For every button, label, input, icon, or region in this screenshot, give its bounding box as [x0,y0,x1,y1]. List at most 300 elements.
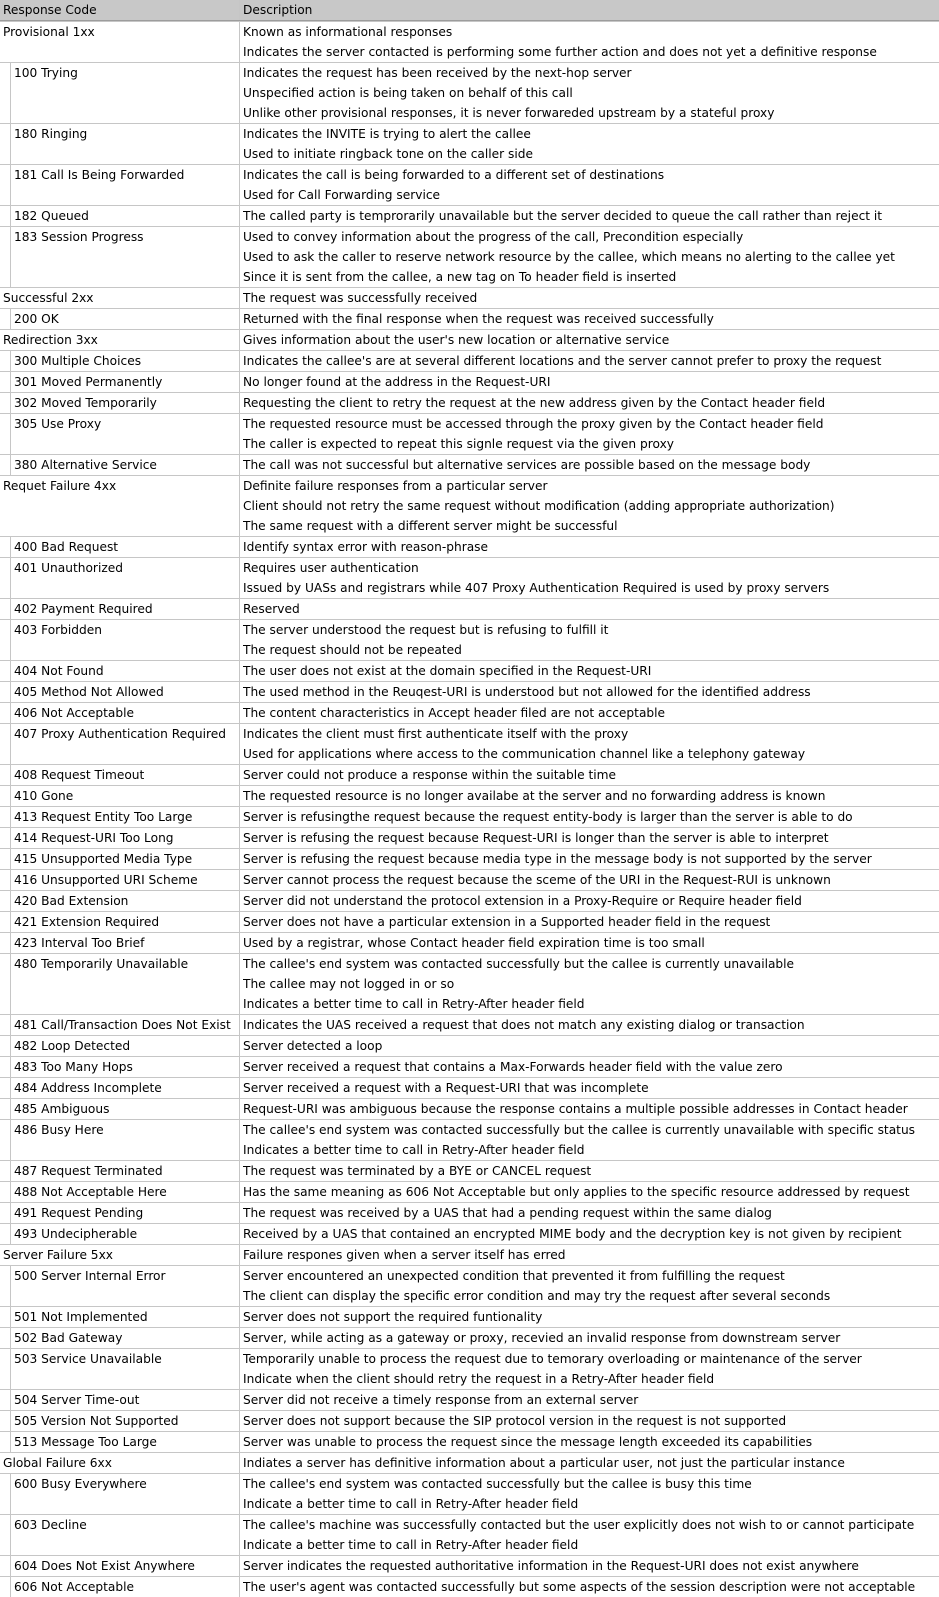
response-code-text: 513 Message Too Large [14,1435,157,1449]
description-line: The same request with a different server might be successful [243,519,618,533]
response-code-cell [0,351,240,371]
response-code-cell [0,1161,240,1181]
table-row [0,1410,939,1431]
description-line: Indicates the request has been received by the next-hop server [243,66,632,80]
response-code-cell [0,703,240,723]
response-code-cell [0,807,240,827]
header-description: Description [243,3,313,17]
description-cell [240,1099,939,1119]
description-cell [240,455,939,475]
response-code-text: Server Failure 5xx [3,1248,113,1262]
description-cell [240,1224,939,1244]
table-row [0,226,939,287]
description-cell [240,1036,939,1056]
table-row [0,1576,939,1597]
description-cell [240,1203,939,1223]
description-line: The requested resource is no longer availabe at the server and no forwarding address is known [243,789,826,803]
description-line: The callee's machine was successfully contacted but the user explicitly does not wish to or cannot participate [243,1518,915,1532]
response-code-text: 600 Busy Everywhere [14,1477,147,1491]
description-cell [240,372,939,392]
description-cell [240,954,939,1014]
description-cell [240,599,939,619]
description-line: Server could not produce a response within the suitable time [243,768,617,782]
response-code-text: 302 Moved Temporarily [14,396,157,410]
description-line: Server does not have a particular extension in a Supported header field in the request [243,915,771,929]
response-code-text: Global Failure 6xx [3,1456,112,1470]
description-line: The callee's end system was contacted successfully but the callee is currently unavailable with specific status [243,1123,916,1137]
table-row [0,953,939,1014]
description-cell [240,703,939,723]
description-line: Gives information about the user's new location or alternative service [243,333,670,347]
response-code-cell [0,828,240,848]
description-line: Since it is sent from the callee, a new tag on To header field is inserted [243,270,677,284]
description-line: Server detected a loop [243,1039,383,1053]
response-code-cell [0,1577,240,1597]
category-row [0,287,939,308]
description-cell [240,1577,939,1597]
response-code-text: 180 Ringing [14,127,88,141]
response-code-text: 491 Request Pending [14,1206,144,1220]
category-row [0,1244,939,1265]
description-cell [240,933,939,953]
table-row [0,660,939,681]
response-code-text: 182 Queued [14,209,89,223]
response-code-text: 420 Bad Extension [14,894,129,908]
response-code-cell [0,1307,240,1327]
table-row [0,806,939,827]
category-row [0,1452,939,1473]
description-line: The requested resource must be accessed through the proxy given by the Contact header field [243,417,824,431]
response-code-text: 606 Not Acceptable [14,1580,134,1594]
table-row [0,1160,939,1181]
response-code-cell [0,1474,240,1514]
response-code-cell [0,206,240,226]
response-code-cell [0,1099,240,1119]
response-code-cell [0,372,240,392]
response-code-cell [0,393,240,413]
response-code-text: 404 Not Found [14,664,104,678]
table-row [0,1181,939,1202]
table-row [0,62,939,123]
description-line: Indicate a better time to call in Retry-After header field [243,1538,579,1552]
description-line: The request should not be repeated [243,643,462,657]
description-cell [240,124,939,164]
description-line: The request was terminated by a BYE or CANCEL request [243,1164,592,1178]
response-code-text: 406 Not Acceptable [14,706,134,720]
description-line: Indiates a server has definitive information about a particular user, not just the particular instance [243,1456,845,1470]
response-code-text: 300 Multiple Choices [14,354,142,368]
description-line: Reserved [243,602,300,616]
table-row [0,1098,939,1119]
table-row [0,827,939,848]
table-row [0,1327,939,1348]
table-row [0,785,939,806]
response-code-text: 503 Service Unavailable [14,1352,162,1366]
response-code-cell [0,870,240,890]
table-row [0,911,939,932]
table-row [0,1223,939,1244]
table-row [0,454,939,475]
response-code-text: 483 Too Many Hops [14,1060,133,1074]
response-code-text: 486 Busy Here [14,1123,104,1137]
description-cell [240,1182,939,1202]
response-code-text: 500 Server Internal Error [14,1269,166,1283]
description-cell [240,63,939,123]
response-code-cell [0,1411,240,1431]
category-label [0,330,240,350]
description-line: Server is refusing the request because media type in the message body is not supported by the server [243,852,872,866]
description-cell [240,288,939,308]
table-row [0,1202,939,1223]
response-code-cell [0,455,240,475]
table-row [0,890,939,911]
response-code-cell [0,849,240,869]
table-row [0,1056,939,1077]
description-line: Known as informational responses [243,25,453,39]
response-code-text: 414 Request-URI Too Long [14,831,174,845]
description-line: Indicates a better time to call in Retry-After header field [243,1143,585,1157]
table-row [0,869,939,890]
description-line: Server indicates the requested authoritative information in the Request-URI does not exist anywhere [243,1559,859,1573]
response-code-text: 403 Forbidden [14,623,102,637]
response-code-text: Requet Failure 4xx [3,479,117,493]
description-line: Server received a request with a Request-URI that was incomplete [243,1081,649,1095]
response-code-text: 402 Payment Required [14,602,153,616]
table-row [0,371,939,392]
response-code-text: 183 Session Progress [14,230,144,244]
description-line: Temporarily unable to process the request due to temorary overloading or maintenance of the server [243,1352,862,1366]
description-cell [240,165,939,205]
response-code-text: 405 Method Not Allowed [14,685,164,699]
description-line: The content characteristics in Accept header filed are not acceptable [243,706,666,720]
description-cell [240,724,939,764]
response-code-text: 505 Version Not Supported [14,1414,179,1428]
table-header [0,0,939,21]
table-row [0,1306,939,1327]
response-code-text: 604 Does Not Exist Anywhere [14,1559,195,1573]
description-cell [240,1474,939,1514]
description-cell [240,1307,939,1327]
response-code-cell [0,1182,240,1202]
description-cell [240,765,939,785]
response-code-cell [0,1078,240,1098]
description-cell [240,1245,939,1265]
description-cell [240,1266,939,1306]
response-code-cell [0,537,240,557]
response-code-cell [0,765,240,785]
description-line: The client can display the specific error condition and may try the request after several seconds [243,1289,831,1303]
table-row [0,598,939,619]
description-line: Server does not support because the SIP protocol version in the request is not supported [243,1414,787,1428]
response-code-text: 401 Unauthorized [14,561,123,575]
response-code-cell [0,558,240,598]
description-line: The call was not successful but alternative services are possible based on the message body [243,458,811,472]
response-code-text: 380 Alternative Service [14,458,157,472]
description-line: Indicate when the client should retry the request in a Retry-After header field [243,1372,715,1386]
description-line: No longer found at the address in the Request-URI [243,375,551,389]
table-body [0,21,939,1597]
response-code-cell [0,1266,240,1306]
description-line: Definite failure responses from a particular server [243,479,548,493]
response-code-text: 407 Proxy Authentication Required [14,727,226,741]
description-cell [240,1349,939,1389]
description-line: Used for Call Forwarding service [243,188,441,202]
description-cell [240,1390,939,1410]
description-cell [240,393,939,413]
description-line: Indicates the server contacted is performing some further action and does not yet a definitive response [243,45,877,59]
description-line: The used method in the Reuqest-URI is understood but not allowed for the identified address [243,685,811,699]
description-line: The request was received by a UAS that had a pending request within the same dialog [243,1206,772,1220]
description-cell [240,1432,939,1452]
description-cell [240,1411,939,1431]
response-code-text: 400 Bad Request [14,540,119,554]
response-code-cell [0,1556,240,1576]
response-code-cell [0,891,240,911]
response-code-cell [0,1432,240,1452]
response-code-text: 408 Request Timeout [14,768,145,782]
description-line: The user's agent was contacted successfully but some aspects of the session description were not acceptable [243,1580,916,1594]
description-line: Unlike other provisional responses, it is never forwareded upstream by a stateful proxy [243,106,775,120]
response-code-cell [0,165,240,205]
description-line: The callee's end system was contacted successfully but the callee is busy this time [243,1477,752,1491]
category-row [0,329,939,350]
table-row [0,681,939,702]
response-code-cell [0,1120,240,1160]
table-row [0,1014,939,1035]
response-code-text: 301 Moved Permanently [14,375,163,389]
table-row [0,1119,939,1160]
table-row [0,1555,939,1576]
category-label [0,1245,240,1265]
response-code-cell [0,414,240,454]
response-code-cell [0,1057,240,1077]
table-row [0,350,939,371]
description-cell [240,537,939,557]
description-cell [240,1015,939,1035]
description-line: The called party is temprorarily unavailable but the server decided to queue the call rather than reject it [243,209,883,223]
response-code-text: 485 Ambiguous [14,1102,110,1116]
response-code-text: 501 Not Implemented [14,1310,148,1324]
table-row [0,413,939,454]
description-line: Indicates the call is being forwarded to a different set of destinations [243,168,665,182]
description-line: Used by a registrar, whose Contact header field expiration time is too small [243,936,705,950]
table-row [0,123,939,164]
response-code-text: 200 OK [14,312,59,326]
description-line: Server is refusingthe request because the request entity-body is larger than the server is able to do [243,810,853,824]
category-label [0,22,240,62]
description-line: Request-URI was ambiguous because the response contains a multiple possible addresses in Contact header [243,1102,908,1116]
category-label [0,476,240,536]
description-line: Identify syntax error with reason-phrase [243,540,489,554]
response-code-cell [0,724,240,764]
description-line: Failure respones given when a server itself has erred [243,1248,566,1262]
description-cell [240,309,939,329]
description-line: Indicates a better time to call in Retry-After header field [243,997,585,1011]
description-line: The request was successfully received [243,291,478,305]
description-cell [240,476,939,536]
response-code-cell [0,1390,240,1410]
description-cell [240,330,939,350]
response-code-text: 488 Not Acceptable Here [14,1185,167,1199]
description-line: Returned with the final response when the request was received successfully [243,312,714,326]
response-code-text: 410 Gone [14,789,74,803]
table-row [0,1265,939,1306]
description-cell [240,1120,939,1160]
table-row [0,557,939,598]
description-line: The caller is expected to repeat this signle request via the given proxy [243,437,675,451]
response-code-cell [0,309,240,329]
description-line: Indicates the UAS received a request that does not match any existing dialog or transaction [243,1018,805,1032]
table-row [0,536,939,557]
description-line: Requires user authentication [243,561,419,575]
description-line: Used to convey information about the progress of the call, Precondition especially [243,230,744,244]
description-cell [240,891,939,911]
description-cell [240,828,939,848]
description-line: Unspecified action is being taken on behalf of this call [243,86,573,100]
description-line: Used to ask the caller to reserve network resource by the callee, which means no alerting to the callee yet [243,250,895,264]
description-cell [240,227,939,287]
description-line: The callee may not logged in or so [243,977,455,991]
table-row [0,764,939,785]
description-cell [240,620,939,660]
table-row [0,848,939,869]
response-code-cell [0,954,240,1014]
description-line: The callee's end system was contacted successfully but the callee is currently unavailable [243,957,795,971]
description-line: Used for applications where access to the communication channel like a telephony gateway [243,747,806,761]
table-row [0,723,939,764]
table-row [0,308,939,329]
category-row [0,475,939,536]
response-code-cell [0,599,240,619]
description-line: Server did not understand the protocol extension in a Proxy-Require or Require header field [243,894,802,908]
description-cell [240,1057,939,1077]
response-code-text: 413 Request Entity Too Large [14,810,193,824]
description-line: Server was unable to process the request since the message length exceeded its capabilities [243,1435,813,1449]
description-line: Requesting the client to retry the request at the new address given by the Contact header field [243,396,826,410]
description-cell [240,206,939,226]
description-line: Server, while acting as a gateway or proxy, recevied an invalid response from downstream server [243,1331,841,1345]
description-line: The user does not exist at the domain specified in the Request-URI [243,664,652,678]
description-line: Indicates the callee's are at several different locations and the server cannot prefer to proxy the request [243,354,882,368]
response-code-text: 502 Bad Gateway [14,1331,123,1345]
description-cell [240,1556,939,1576]
description-line: Indicates the client must first authenticate itself with the proxy [243,727,629,741]
description-cell [240,786,939,806]
description-cell [240,807,939,827]
description-cell [240,1161,939,1181]
description-cell [240,351,939,371]
response-code-cell [0,620,240,660]
table-row [0,1348,939,1389]
response-code-text: Successful 2xx [3,291,94,305]
description-cell [240,414,939,454]
table-row [0,619,939,660]
response-code-text: Provisional 1xx [3,25,95,39]
table-row [0,164,939,205]
response-code-cell [0,1015,240,1035]
description-cell [240,22,939,62]
table-row [0,1389,939,1410]
response-code-cell [0,912,240,932]
description-cell [240,558,939,598]
table-row [0,1077,939,1098]
description-line: Indicate a better time to call in Retry-After header field [243,1497,579,1511]
response-code-cell [0,1036,240,1056]
description-line: Server did not receive a timely response from an external server [243,1393,639,1407]
table-row [0,1473,939,1514]
table-row [0,1514,939,1555]
description-line: Server is refusing the request because Request-URI is longer than the server is able to interpret [243,831,829,845]
response-code-cell [0,786,240,806]
description-cell [240,661,939,681]
description-cell [240,1078,939,1098]
response-code-text: 484 Address Incomplete [14,1081,162,1095]
category-label [0,1453,240,1473]
description-line: Client should not retry the same request without modification (adding appropriate authorization) [243,499,835,513]
description-line: Server encountered an unexpected condition that prevented it from fulfilling the request [243,1269,785,1283]
response-code-text: 487 Request Terminated [14,1164,163,1178]
response-code-cell [0,1328,240,1348]
response-code-text: 481 Call/Transaction Does Not Exist [14,1018,231,1032]
response-code-cell [0,1224,240,1244]
response-code-text: 421 Extension Required [14,915,160,929]
description-cell [240,682,939,702]
description-cell [240,1328,939,1348]
response-code-cell [0,63,240,123]
response-code-cell [0,661,240,681]
description-line: Used to initiate ringback tone on the caller side [243,147,534,161]
response-code-cell [0,1349,240,1389]
response-code-text: 480 Temporarily Unavailable [14,957,189,971]
category-row [0,21,939,62]
description-line: Server received a request that contains a Max-Forwards header field with the value zero [243,1060,783,1074]
response-code-text: 603 Decline [14,1518,87,1532]
table-row [0,205,939,226]
response-code-text: 482 Loop Detected [14,1039,131,1053]
response-code-cell [0,1203,240,1223]
response-code-text: 305 Use Proxy [14,417,102,431]
table-row [0,1431,939,1452]
description-line: Server cannot process the request because the sceme of the URI in the Request-RUI is unknown [243,873,831,887]
description-line: The server understood the request but is refusing to fulfill it [243,623,609,637]
response-code-text: 416 Unsupported URI Scheme [14,873,198,887]
description-cell [240,870,939,890]
header-response-code: Response Code [0,0,240,20]
response-code-text: 504 Server Time-out [14,1393,140,1407]
response-code-cell [0,682,240,702]
response-code-cell [0,124,240,164]
table-row [0,392,939,413]
description-cell [240,912,939,932]
response-code-text: 423 Interval Too Brief [14,936,145,950]
description-line: Received by a UAS that contained an encrypted MIME body and the decryption key is not given by recipient [243,1227,902,1241]
description-line: Indicates the INVITE is trying to alert the callee [243,127,531,141]
category-label [0,288,240,308]
table-row [0,1035,939,1056]
response-code-cell [0,227,240,287]
response-code-text: 100 Trying [14,66,78,80]
table-row [0,932,939,953]
description-line: Issued by UASs and registrars while 407 Proxy Authentication Required is used by proxy servers [243,581,830,595]
response-code-text: 415 Unsupported Media Type [14,852,193,866]
response-code-text: Redirection 3xx [3,333,98,347]
response-code-text: 181 Call Is Being Forwarded [14,168,185,182]
response-code-text: 493 Undecipherable [14,1227,138,1241]
table-row [0,702,939,723]
description-cell [240,849,939,869]
response-code-cell [0,933,240,953]
description-cell [240,1515,939,1555]
